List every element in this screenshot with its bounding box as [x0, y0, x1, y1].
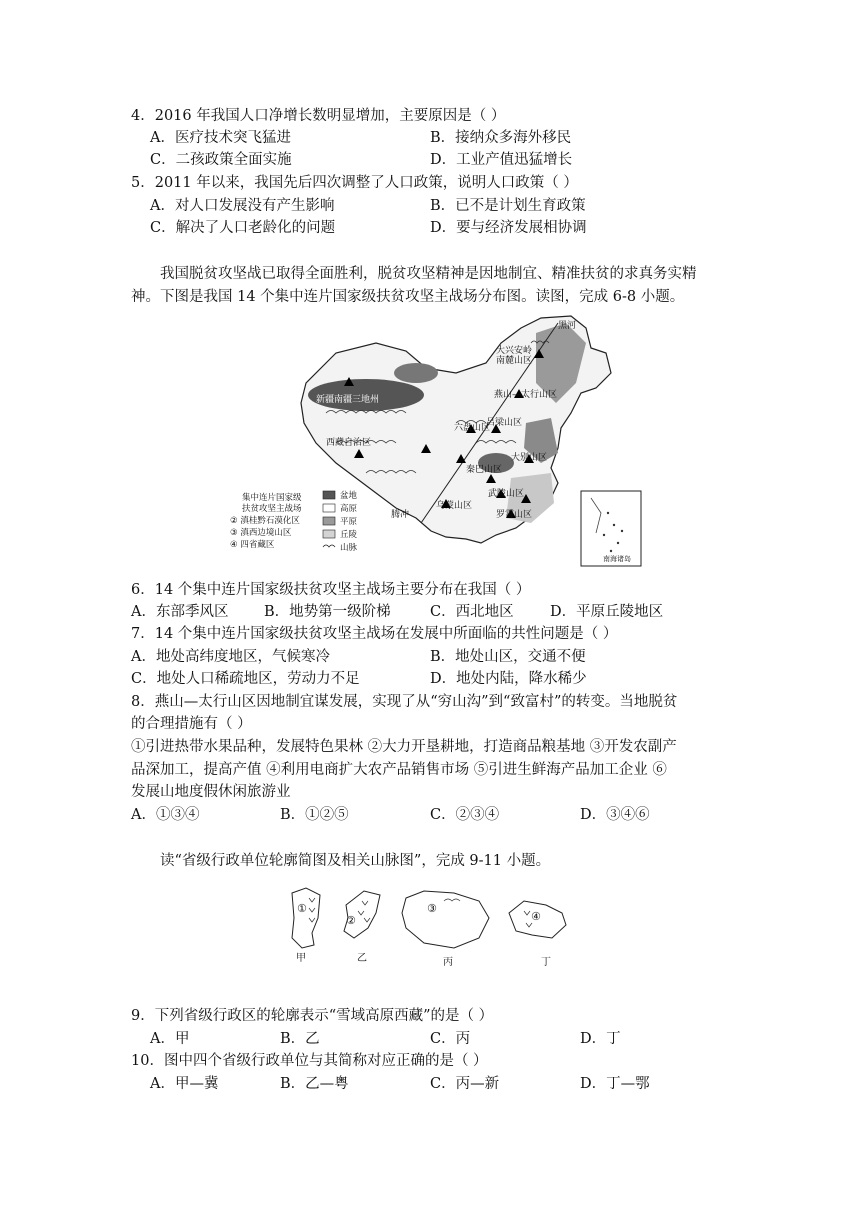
q7-option-b[interactable]: B．地处山区，交通不便	[430, 649, 586, 665]
legend-area-3: ③ 滇西边境山区	[230, 528, 292, 538]
poverty-area-map	[230, 313, 648, 571]
label-lvliang: 吕梁山区	[486, 418, 523, 428]
q5-option-c[interactable]: C．解决了人口老龄化的问题	[150, 220, 336, 236]
q8-statements-line1: ①引进热带水果品种，发展特色果林 ②大力开垦耕地，打造商品粮基地 ③开发农副产	[131, 739, 677, 755]
label-yi: 乙	[357, 953, 367, 964]
q6-option-a[interactable]: A．东部季风区	[131, 604, 229, 620]
legend-area-4: ④ 四省藏区	[230, 540, 275, 550]
legend-poverty-line2: 扶贫攻坚主战场	[242, 504, 302, 514]
q4-option-d[interactable]: D．工业产值迅猛增长	[430, 152, 573, 168]
q9-stem: 9．下列省级行政区的轮廓表示“雪域高原西藏”的是（ ）	[131, 1008, 494, 1024]
q8-option-c[interactable]: C．②③④	[430, 807, 500, 823]
province-jia-outline	[292, 888, 320, 948]
q9-option-b[interactable]: B．乙	[280, 1031, 320, 1047]
junggar-basin	[394, 363, 438, 383]
marker-2: ②	[346, 914, 356, 927]
q10-option-b[interactable]: B．乙—粤	[280, 1076, 349, 1092]
q9-option-d[interactable]: D．丁	[580, 1031, 621, 1047]
q9-option-a[interactable]: A．甲	[150, 1031, 190, 1047]
label-heihe: 黑河	[558, 321, 577, 331]
q5-option-b[interactable]: B．已不是计划生育政策	[430, 198, 586, 214]
province-outline-maps	[284, 883, 594, 973]
legend-mountain: 山脉	[340, 543, 358, 553]
label-luoxiao: 罗霄山区	[496, 510, 533, 520]
label-wuling: 武陵山区	[488, 489, 525, 499]
label-liupanshan: 六盘山区	[454, 423, 491, 433]
marker-4: ④	[531, 910, 541, 923]
label-bing: 丙	[443, 957, 453, 968]
q10-option-c[interactable]: C．丙—新	[430, 1076, 500, 1092]
q8-statements-line3: 发展山地度假休闲旅游业	[131, 784, 291, 800]
q10-option-d[interactable]: D．丁—鄂	[580, 1076, 650, 1092]
q4-stem: 4．2016 年我国人口净增长数明显增加，主要原因是（ ）	[131, 108, 506, 124]
legend-mountain-swatch	[323, 545, 335, 547]
q8-option-b[interactable]: B．①②⑤	[280, 807, 349, 823]
q8-option-d[interactable]: D．③④⑥	[580, 807, 650, 823]
q7-option-a[interactable]: A．地处高纬度地区，气候寒冷	[131, 649, 330, 665]
label-tengchong: 腾冲	[391, 510, 410, 520]
label-qinba: 秦巴山区	[466, 465, 503, 475]
q8-statements-line2: 品深加工，提高产值 ④利用电商扩大农产品销售市场 ⑤引进生鲜海产品加工企业 ⑥	[131, 762, 667, 778]
q5-stem: 5．2011 年以来，我国先后四次调整了人口政策，说明人口政策（ ）	[131, 175, 578, 191]
q10-stem: 10．图中四个省级行政单位与其简称对应正确的是（ ）	[131, 1053, 488, 1069]
label-xizang: 西藏自治区	[326, 438, 372, 448]
label-yanshan: 燕山—太行山区	[494, 390, 558, 400]
q6-stem: 6．14 个集中连片国家级扶贫攻坚主战场主要分布在我国（ ）	[131, 582, 531, 598]
label-xinjiang: 新疆南疆三地州	[316, 395, 380, 405]
legend-hill: 丘陵	[340, 530, 358, 540]
label-nanhai: 南海诸岛	[603, 555, 631, 563]
q8-option-a[interactable]: A．①③④	[131, 807, 200, 823]
label-jia: 甲	[296, 953, 306, 964]
legend-area-2: ② 滇桂黔石漠化区	[230, 516, 300, 526]
q7-option-c[interactable]: C．地处人口稀疏地区，劳动力不足	[131, 671, 360, 687]
label-wumeng: 乌蒙山区	[436, 501, 473, 511]
legend-plain-swatch	[323, 517, 335, 525]
label-dabie: 大别山区	[511, 453, 548, 463]
marker-3: ③	[427, 902, 437, 915]
q8-stem-line2: 的合理措施有（ ）	[131, 716, 252, 732]
legend-plateau: 高原	[340, 504, 358, 514]
q5-option-d[interactable]: D．要与经济发展相协调	[430, 220, 587, 236]
q7-stem: 7．14 个集中连片国家级扶贫攻坚主战场在发展中所面临的共性问题是（ ）	[131, 626, 618, 642]
q8-stem-line1: 8．燕山—太行山区因地制宜谋发展，实现了从“穷山沟”到“致富村”的转变。当地脱贫	[131, 694, 678, 710]
intro-paragraph-line1: 我国脱贫攻坚战已取得全面胜利，脱贫攻坚精神是因地制宜、精准扶贫的求真务实精	[160, 266, 697, 282]
intro-paragraph-line2: 神。下图是我国 14 个集中连片国家级扶贫攻坚主战场分布图。读图，完成 6-8 小题。	[131, 289, 685, 305]
intro-paragraph-2: 读“省级行政单位轮廓简图及相关山脉图”，完成 9-11 小题。	[160, 853, 551, 869]
label-nanlu: 南麓山区	[496, 356, 533, 366]
q6-option-d[interactable]: D．平原丘陵地区	[550, 604, 664, 620]
label-daxinganling: 大兴安岭	[496, 346, 533, 356]
q4-option-c[interactable]: C．二孩政策全面实施	[150, 152, 292, 168]
legend-basin-swatch	[323, 491, 335, 499]
legend-hill-swatch	[323, 530, 335, 538]
q5-option-a[interactable]: A．对人口发展没有产生影响	[150, 198, 335, 214]
q9-option-c[interactable]: C．丙	[430, 1031, 471, 1047]
label-ding: 丁	[541, 957, 551, 968]
q6-option-c[interactable]: C．西北地区	[430, 604, 514, 620]
q7-option-d[interactable]: D．地处内陆，降水稀少	[430, 671, 587, 687]
q4-option-a[interactable]: A．医疗技术突飞猛进	[150, 130, 291, 146]
q4-option-b[interactable]: B．接纳众多海外移民	[430, 130, 572, 146]
q10-option-a[interactable]: A．甲—冀	[150, 1076, 219, 1092]
q6-option-b[interactable]: B．地势第一级阶梯	[264, 604, 391, 620]
legend-plateau-swatch	[323, 504, 335, 512]
legend-basin: 盆地	[340, 491, 358, 501]
legend-plain: 平原	[340, 517, 358, 527]
marker-1: ①	[297, 902, 307, 915]
legend-poverty-line1: 集中连片国家级	[242, 493, 302, 503]
